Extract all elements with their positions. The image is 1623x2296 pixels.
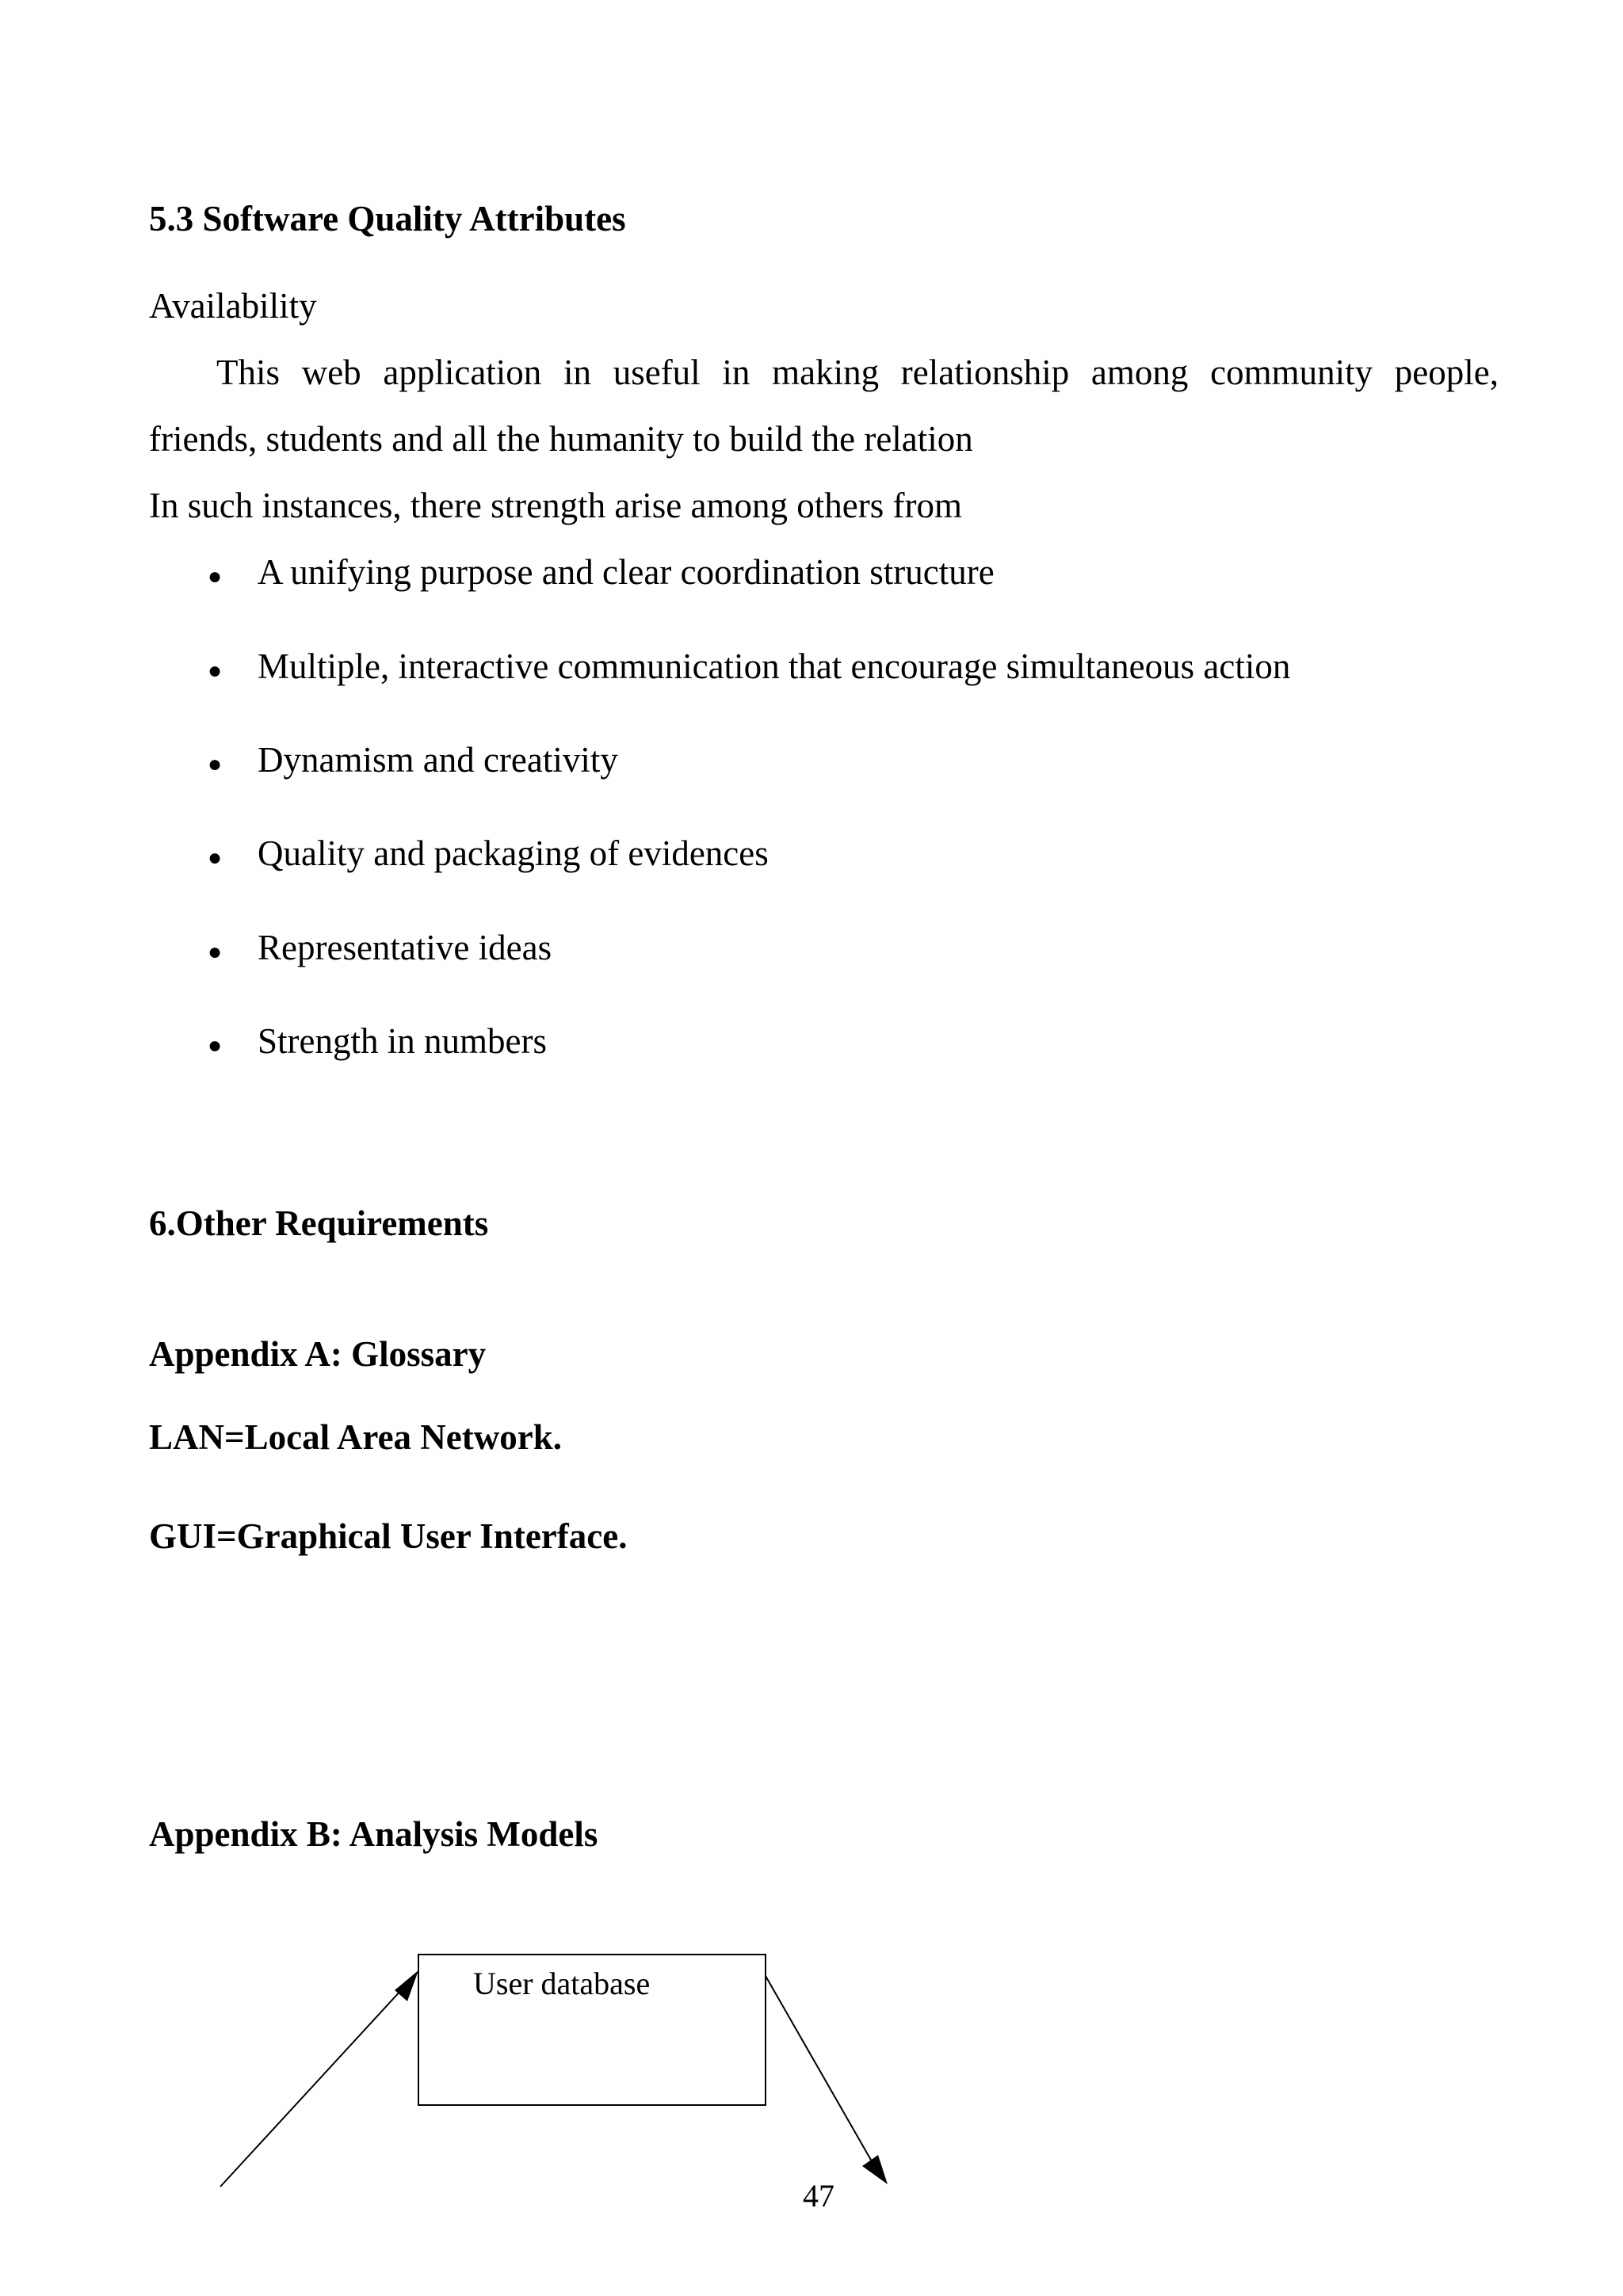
list-item: Representative ideas xyxy=(258,928,552,967)
bullet-icon: ● xyxy=(208,563,223,589)
list-item: Multiple, interactive communication that encourage simultaneous action xyxy=(258,646,1291,686)
glossary-entry-lan: LAN=Local Area Network. xyxy=(149,1417,562,1457)
incoming-arrow-line xyxy=(220,1989,403,2187)
bullet-icon: ● xyxy=(208,751,223,777)
incoming-arrowhead-icon xyxy=(395,1970,418,2001)
section-6-heading: 6.Other Requirements xyxy=(149,1203,489,1243)
page-number: 47 xyxy=(803,2178,834,2214)
bullet-icon: ● xyxy=(208,1032,223,1058)
appendix-a-heading: Appendix A: Glossary xyxy=(149,1334,487,1374)
bullet-icon: ● xyxy=(208,845,223,871)
list-item: A unifying purpose and clear coordination structure xyxy=(258,552,995,592)
bullet-icon: ● xyxy=(208,658,223,684)
list-item: Quality and packaging of evidences xyxy=(258,833,769,873)
list-item: Strength in numbers xyxy=(258,1021,547,1061)
section-5-3-heading: 5.3 Software Quality Attributes xyxy=(149,199,626,238)
bullet-icon: ● xyxy=(208,939,223,965)
paragraph-line-3: In such instances, there strength arise among others from xyxy=(149,486,962,525)
outgoing-arrow-line xyxy=(766,1976,872,2161)
user-database-label: User database xyxy=(473,1966,651,2001)
appendix-b-heading: Appendix B: Analysis Models xyxy=(149,1814,598,1854)
paragraph-line-1: This web application in useful in making relationship among community people, xyxy=(216,353,1499,392)
list-item: Dynamism and creativity xyxy=(258,740,618,780)
glossary-entry-gui: GUI=Graphical User Interface. xyxy=(149,1516,628,1556)
paragraph-line-2: friends, students and all the humanity to build the relation xyxy=(149,419,973,459)
availability-subheading: Availability xyxy=(149,286,317,326)
outgoing-arrowhead-icon xyxy=(862,2155,888,2184)
